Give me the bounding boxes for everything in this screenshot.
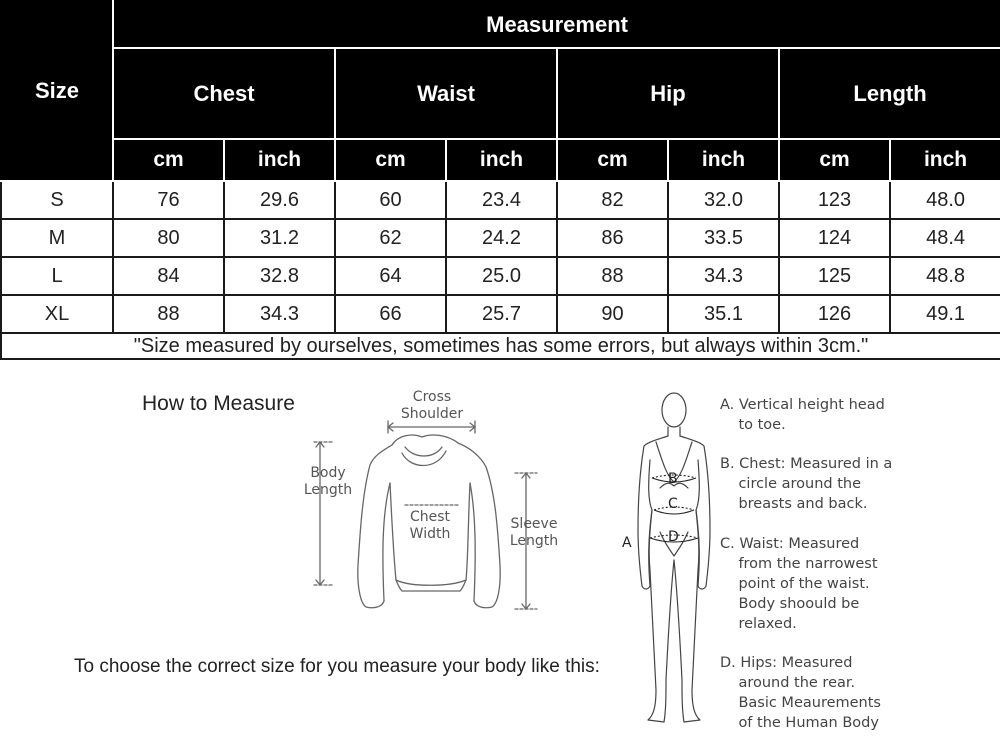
size-cell: XL (1, 295, 113, 333)
mark-b: B (668, 471, 678, 487)
table-cell: 48.4 (890, 219, 1000, 257)
legend-b (720, 454, 905, 514)
table-cell: 64 (335, 257, 446, 295)
table-cell: 88 (113, 295, 224, 333)
group-header-chest: Chest (113, 48, 335, 139)
table-cell: 23.4 (446, 181, 557, 219)
table-cell: 25.0 (446, 257, 557, 295)
table-cell: 125 (779, 257, 890, 295)
table-cell: 25.7 (446, 295, 557, 333)
size-cell: M (1, 219, 113, 257)
table-cell: 80 (113, 219, 224, 257)
table-cell: 48.8 (890, 257, 1000, 295)
body-length-label: Body Length (303, 465, 353, 498)
legend-d-text: D. Hips: Measured around the rear. Basic Meaurements of the Human Body (720, 655, 881, 731)
table-cell: 48.0 (890, 181, 1000, 219)
table-cell: 82 (557, 181, 668, 219)
table-cell: 84 (113, 257, 224, 295)
legend-c (720, 534, 905, 634)
unit-header: inch (890, 139, 1000, 181)
table-note: "Size measured by ourselves, sometimes has some errors, but always within 3cm." (1, 333, 1000, 359)
table-cell: 32.8 (224, 257, 335, 295)
size-chart-table (0, 0, 1000, 360)
table-cell: 90 (557, 295, 668, 333)
group-header-waist: Waist (335, 48, 557, 139)
legend-d (720, 653, 905, 733)
table-cell: 88 (557, 257, 668, 295)
how-to-measure-title: How to Measure (142, 392, 295, 415)
table-cell: 35.1 (668, 295, 779, 333)
unit-header: cm (335, 139, 446, 181)
table-cell: 34.3 (668, 257, 779, 295)
measurement-header: Measurement (113, 1, 1000, 48)
unit-header: inch (668, 139, 779, 181)
table-row (1, 257, 1000, 295)
body-figure-diagram (630, 390, 720, 740)
table-cell: 124 (779, 219, 890, 257)
size-cell: L (1, 257, 113, 295)
table-cell: 32.0 (668, 181, 779, 219)
unit-header: inch (224, 139, 335, 181)
size-header: Size (1, 1, 113, 181)
sleeve-length-label: Sleeve Length (509, 516, 559, 549)
garment-diagram (310, 395, 550, 615)
mark-c: C (668, 496, 678, 512)
table-cell: 126 (779, 295, 890, 333)
legend-c-text: C. Waist: Measured from the narrowest point of the waist. Body shoould be relaxed. (720, 536, 878, 632)
table-row (1, 181, 1000, 219)
mark-d: D (668, 529, 679, 545)
table-cell: 33.5 (668, 219, 779, 257)
table-cell: 86 (557, 219, 668, 257)
table-cell: 29.6 (224, 181, 335, 219)
table-cell: 31.2 (224, 219, 335, 257)
legend-a-text: A. Vertical height head to toe. (720, 397, 885, 433)
table-cell: 60 (335, 181, 446, 219)
table-cell: 49.1 (890, 295, 1000, 333)
mark-a: A (622, 535, 632, 551)
table-cell: 62 (335, 219, 446, 257)
chest-width-label: Chest Width (409, 509, 451, 542)
table-row (1, 219, 1000, 257)
table-row (1, 295, 1000, 333)
table-cell: 34.3 (224, 295, 335, 333)
table-cell: 123 (779, 181, 890, 219)
size-cell: S (1, 181, 113, 219)
table-cell: 24.2 (446, 219, 557, 257)
group-header-hip: Hip (557, 48, 779, 139)
unit-header: cm (779, 139, 890, 181)
unit-header: cm (557, 139, 668, 181)
table-cell: 76 (113, 181, 224, 219)
unit-header: inch (446, 139, 557, 181)
group-header-length: Length (779, 48, 1000, 139)
unit-header: cm (113, 139, 224, 181)
legend-b-text: B. Chest: Measured in a circle around the breasts and back. (720, 456, 893, 512)
instruction-text: To choose the correct size for you measure your body like this: (74, 656, 600, 677)
legend-a (720, 395, 905, 435)
cross-shoulder-label: Cross Shoulder (400, 389, 464, 422)
table-cell: 66 (335, 295, 446, 333)
